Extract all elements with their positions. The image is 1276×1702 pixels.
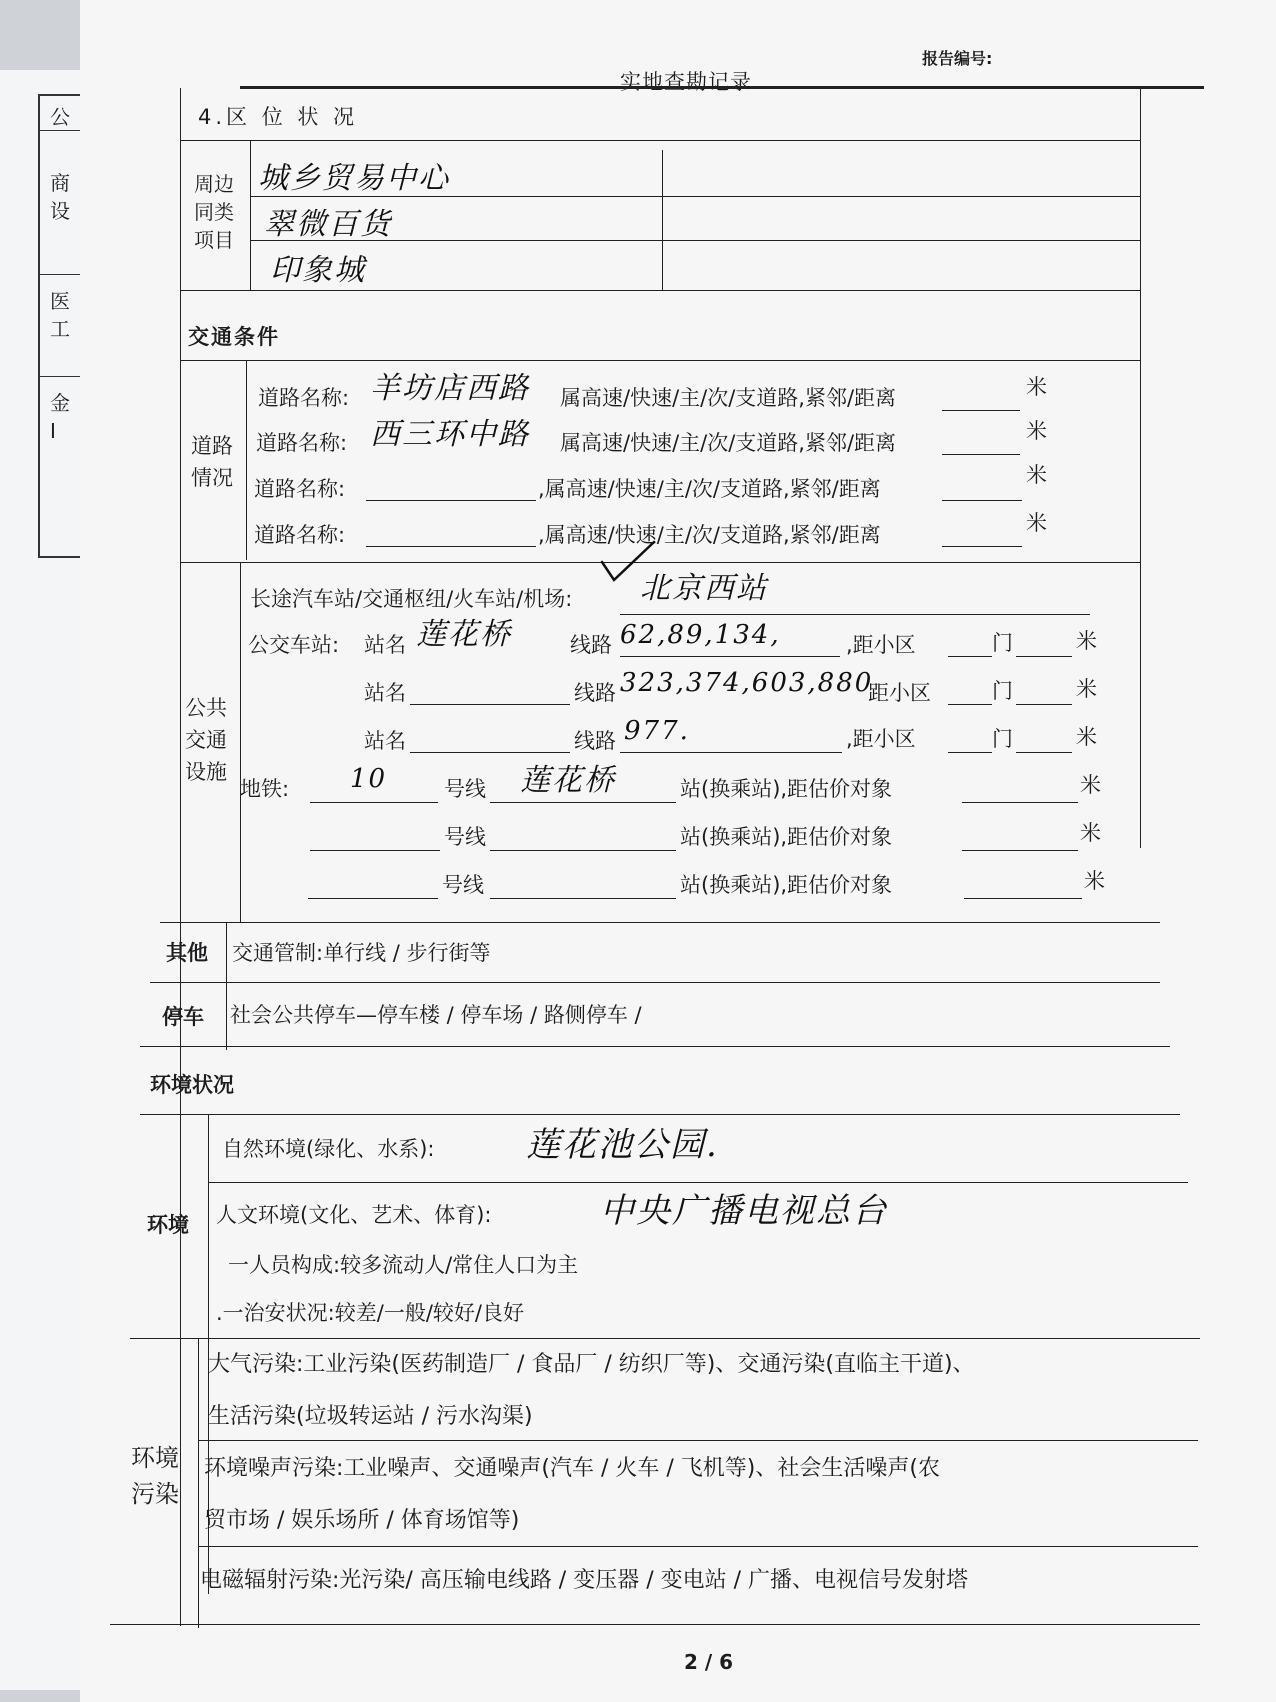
road-distance-blank[interactable]: [942, 388, 1020, 411]
metro-label: 地铁:: [240, 777, 290, 801]
row-rule: [198, 1440, 1198, 1441]
metro-line-blank[interactable]: [310, 828, 440, 851]
air-pollution-line1: 大气污染:工业污染(医药制造厂 / 食品厂 / 纺织厂等)、交通污染(直临主干道)、: [208, 1352, 975, 1377]
bus-line-label: 线路: [570, 633, 612, 657]
page-number: 2 / 6: [684, 1650, 734, 1674]
row-rule: [250, 196, 1140, 197]
bus-unit: 米: [1076, 629, 1097, 653]
row-rule: [198, 1546, 1198, 1547]
bus-station-label: 站名: [364, 633, 406, 657]
environment-title: 环境状况: [150, 1073, 234, 1097]
frame-right: [1140, 88, 1141, 848]
bus-gate-label: 门: [992, 631, 1013, 655]
road-name-label: 道路名称:: [254, 477, 346, 501]
row-divider: [180, 360, 1140, 361]
bus-lines-blank: [620, 730, 842, 753]
public-transport-label: 公共 交通 设施: [185, 696, 227, 784]
metro-unit: 米: [1080, 773, 1101, 797]
security-status: .一治安状况:较差/一般/较好/良好: [216, 1301, 524, 1325]
col-divider: [240, 562, 241, 922]
bus-gate-blank[interactable]: [1016, 730, 1072, 753]
col-divider: [226, 922, 227, 1050]
road-name-label: 道路名称:: [258, 386, 350, 410]
road-type-options: 属高速/快速/主/次/支道路,紧邻/距离: [560, 386, 897, 410]
bus-distance-label: 距小区: [868, 681, 931, 705]
back-sheet-char: 设: [50, 199, 70, 223]
bus-lines-value: 323,374,603,880: [620, 668, 874, 698]
form-page: [80, 0, 1276, 1702]
back-sheet-char: 商: [50, 171, 70, 195]
cultural-value: 中央广播电视总台: [600, 1191, 888, 1231]
back-sheet-char: 金: [50, 391, 70, 415]
hub-label: 长途汽车站/交通枢纽/火车站/机场:: [250, 587, 573, 611]
road-name-value: 西三环中路: [370, 417, 530, 452]
metro-line-value: 10: [350, 764, 388, 794]
surrounding-project-1: 城乡贸易中心: [258, 161, 450, 196]
bus-station-label: 站名: [364, 681, 406, 705]
road-unit: 米: [1026, 375, 1047, 399]
section-title: 4.区 位 状 况: [198, 105, 359, 129]
noise-pollution-line2: 贸市场 / 娱乐场所 / 体育场馆等): [204, 1508, 520, 1533]
checkmark-icon: [598, 540, 658, 590]
environment-label: 环境: [147, 1213, 189, 1237]
bus-station-blank[interactable]: [410, 682, 570, 705]
other-label: 其他: [166, 941, 208, 965]
row-divider: [150, 982, 1160, 983]
traffic-title: 交通条件: [188, 325, 280, 349]
page-title: 实地查勘记录: [620, 70, 752, 94]
hub-blank: [620, 592, 1090, 615]
road-name-blank[interactable]: [366, 478, 536, 501]
roads-label: 道路 情况: [191, 434, 233, 490]
row-divider: [160, 922, 1160, 923]
metro-unit: 米: [1084, 869, 1105, 893]
road-type-options: ,属高速/快速/主/次/支道路,紧邻/距离: [538, 477, 881, 501]
parking-text: 社会公共停车—停车楼 / 停车场 / 路侧停车 /: [230, 1003, 642, 1027]
table-bottom: [110, 1624, 1200, 1625]
metro-distance-blank[interactable]: [964, 876, 1082, 899]
row-divider: [140, 1114, 1180, 1115]
surroundings-label: 周边 同类 项目: [194, 172, 234, 252]
bus-lines-blank: [620, 634, 840, 657]
road-name-value: 羊坊店西路: [370, 371, 530, 406]
surrounding-project-3: 印象城: [270, 253, 366, 288]
bus-line-label: 线路: [574, 729, 616, 753]
row-divider: [140, 1046, 1170, 1047]
back-sheet-char: 工: [50, 317, 70, 341]
metro-station-blank[interactable]: [490, 876, 676, 899]
parking-label: 停车: [162, 1005, 204, 1029]
road-type-options: 属高速/快速/主/次/支道路,紧邻/距离: [560, 431, 897, 455]
bus-station-value: 莲花桥: [416, 617, 512, 652]
other-text: 交通管制:单行线 / 步行街等: [232, 941, 491, 965]
bus-distance-label: ,距小区: [846, 727, 916, 751]
bus-station-label: 站名: [364, 729, 406, 753]
pollution-label: 环境 污染: [131, 1444, 179, 1508]
road-unit: 米: [1026, 511, 1047, 535]
bus-distance-label: ,距小区: [846, 633, 916, 657]
bus-station-blank[interactable]: [410, 730, 570, 753]
metro-distance-blank[interactable]: [962, 780, 1078, 803]
bus-unit: 米: [1076, 725, 1097, 749]
hub-value: 北京西站: [640, 571, 768, 606]
metro-station-text: 站(换乘站),距估价对象: [680, 873, 893, 897]
back-sheet-char: 医: [50, 289, 70, 313]
bus-distance-blank[interactable]: [948, 730, 992, 753]
metro-station-blank: [490, 780, 676, 803]
cultural-label: 人文环境(文化、艺术、体育):: [216, 1203, 492, 1227]
row-rule: [208, 1182, 1188, 1183]
metro-station-blank[interactable]: [490, 828, 676, 851]
metro-station-text: 站(换乘站),距估价对象: [680, 777, 893, 801]
metro-distance-blank[interactable]: [962, 828, 1078, 851]
back-sheet-char: I: [50, 419, 56, 443]
emr-pollution: 电磁辐射污染:光污染/ 高压输电线路 / 变压器 / 变电站 / 广播、电视信号发射塔: [200, 1568, 969, 1593]
bus-gate-label: 门: [992, 679, 1013, 703]
people-composition: 一人员构成:较多流动人/常住人口为主: [228, 1253, 579, 1277]
bus-line-label: 线路: [574, 681, 616, 705]
metro-line-label: 号线: [442, 873, 484, 897]
natural-value: 莲花池公园.: [526, 1125, 719, 1165]
bus-distance-blank[interactable]: [948, 634, 992, 657]
row-divider: [180, 290, 1140, 291]
road-distance-blank[interactable]: [942, 524, 1022, 547]
road-name-label: 道路名称:: [254, 523, 346, 547]
frame-left: [180, 88, 181, 1626]
road-distance-blank[interactable]: [942, 432, 1020, 455]
natural-label: 自然环境(绿化、水系):: [222, 1137, 435, 1161]
bus-gate-blank[interactable]: [1016, 682, 1072, 705]
row-divider: [180, 140, 1140, 141]
road-type-options: ,属高速/快速/主/次/支道路,紧邻/距离: [538, 523, 881, 547]
road-unit: 米: [1026, 463, 1047, 487]
air-pollution-line2: 生活污染(垃圾转运站 / 污水沟渠): [208, 1404, 533, 1429]
bus-lines-value: 977.: [624, 716, 690, 746]
bus-gate-label: 门: [992, 727, 1013, 751]
road-name-blank[interactable]: [366, 524, 536, 547]
metro-station-text: 站(换乘站),距估价对象: [680, 825, 893, 849]
bus-gate-blank[interactable]: [1016, 634, 1072, 657]
metro-line-label: 号线: [444, 777, 486, 801]
metro-station-value: 莲花桥: [520, 763, 616, 798]
road-name-label: 道路名称:: [256, 431, 348, 455]
metro-unit: 米: [1080, 821, 1101, 845]
col-divider: [662, 150, 663, 290]
report-number-label: 报告编号:: [922, 49, 993, 68]
bus-lines-value: 62,89,134,: [620, 620, 781, 650]
road-distance-blank[interactable]: [942, 478, 1022, 501]
metro-line-label: 号线: [444, 825, 486, 849]
row-divider: [180, 562, 1140, 563]
header-rule: [240, 86, 1204, 89]
back-sheet-char: 公: [50, 105, 70, 129]
row-divider: [130, 1338, 1200, 1339]
bus-unit: 米: [1076, 677, 1097, 701]
bus-label: 公交车站:: [248, 633, 340, 657]
bus-distance-blank[interactable]: [948, 682, 992, 705]
road-unit: 米: [1026, 419, 1047, 443]
surrounding-project-2: 翠微百货: [264, 207, 392, 242]
col-divider: [250, 140, 251, 290]
noise-pollution-line1: 环境噪声污染:工业噪声、交通噪声(汽车 / 火车 / 飞机等)、社会生活噪声(农: [204, 1456, 940, 1481]
col-divider: [246, 360, 247, 560]
metro-line-blank[interactable]: [308, 876, 438, 899]
col-divider: [198, 1338, 199, 1628]
